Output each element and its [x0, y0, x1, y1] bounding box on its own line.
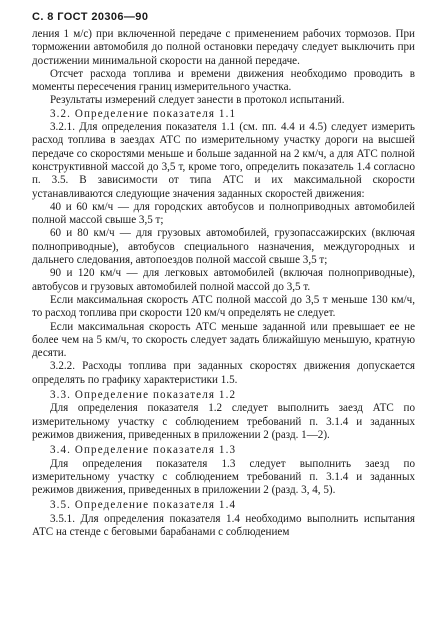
- paragraph-3-5-1: 3.5.1. Для определения показателя 1.4 необходимо выполнить испытания АТС на стенде с беговыми барабанами с соблюдением: [32, 512, 415, 538]
- paragraph-max-speed-130: Если максимальная скорость АТС полной массой до 3,5 т меньше 130 км/ч, то расход топлива при скорости 120 км/ч определять не следует.: [32, 293, 415, 320]
- paragraph-indicator-1-2: Для определения показателя 1.2 следует выполнить заезд АТС по измерительному участку с соблюдением требований п. 3.1.4 и заданных режимов движения, приведенных в приложении 2 (разд. 1—2).: [32, 402, 415, 441]
- paragraph-3-2-2: 3.2.2. Расходы топлива при заданных скоростях движения допускается определять по графику характеристики 1.5.: [32, 360, 415, 386]
- paragraph-speed-40-60: 40 и 60 км/ч — для городских автобусов и полноприводных автомобилей полной массой свыше 3,5 т;: [32, 200, 415, 227]
- paragraph-speed-60-80: 60 и 80 км/ч — для грузовых автомобилей, грузопассажирских (включая полноприводные), автобусов специального назначения, междугородных и дальнего следования, автопоездов полной массой свыше 3,5 т;: [32, 227, 415, 267]
- paragraph-results: Результаты измерений следует занести в протокол испытаний.: [50, 94, 345, 107]
- section-heading-3-4: 3.4. Определение показателя 1.3: [50, 444, 237, 457]
- section-heading-3-2: 3.2. Определение показателя 1.1: [50, 107, 237, 120]
- section-heading-3-3: 3.3. Определение показателя 1.2: [50, 389, 237, 402]
- paragraph-fuel-reading: Отсчет расхода топлива и времени движения необходимо проводить в моменты пересечения границ измерительного участка.: [32, 67, 415, 94]
- page-header: С. 8 ГОСТ 20306—90: [32, 11, 149, 23]
- section-heading-3-5: 3.5. Определение показателя 1.4: [50, 499, 237, 512]
- paragraph-3-2-1: 3.2.1. Для определения показателя 1.1 (см. пп. 4.4 и 4.5) следует измерить расход топлива в заездах АТС по измерительному участку дороги на высшей передаче со скоростями меньше и больше заданной на 2 км/ч, а для АТС полной конструктивной массой до 3,5 т, кроме того, определить показатель 1.4 согласно п. 3.5. В зависимости от типа АТС и их максимальной скорости устанавливаются следующие значения заданных скоростей движения:: [32, 121, 415, 200]
- body-text: [32, 28, 415, 539]
- paragraph-continuation: ления 1 м/с) при включенной передаче с применением рабочих тормозов. При торможении автомобиля до полной остановки передачу следует выключить при достижении минимальной скорости на данной передаче.: [32, 28, 415, 67]
- paragraph-indicator-1-3: Для определения показателя 1.3 следует выполнить заезд по измерительному участку с соблюдением требований п. 3.1.4 и заданных режимов движения, приведенных в приложении 2 (разд. 3, 4, 5).: [32, 457, 415, 497]
- paragraph-max-speed-lower: Если максимальная скорость АТС меньше заданной или превышает ее не более чем на 5 км/ч, то скорость следует задать ближайшую меньшую, кратную десяти.: [32, 320, 415, 360]
- paragraph-speed-90-120: 90 и 120 км/ч — для легковых автомобилей (включая полноприводные), автобусов и грузовых автомобилей полной массой до 3,5 т.: [32, 267, 415, 293]
